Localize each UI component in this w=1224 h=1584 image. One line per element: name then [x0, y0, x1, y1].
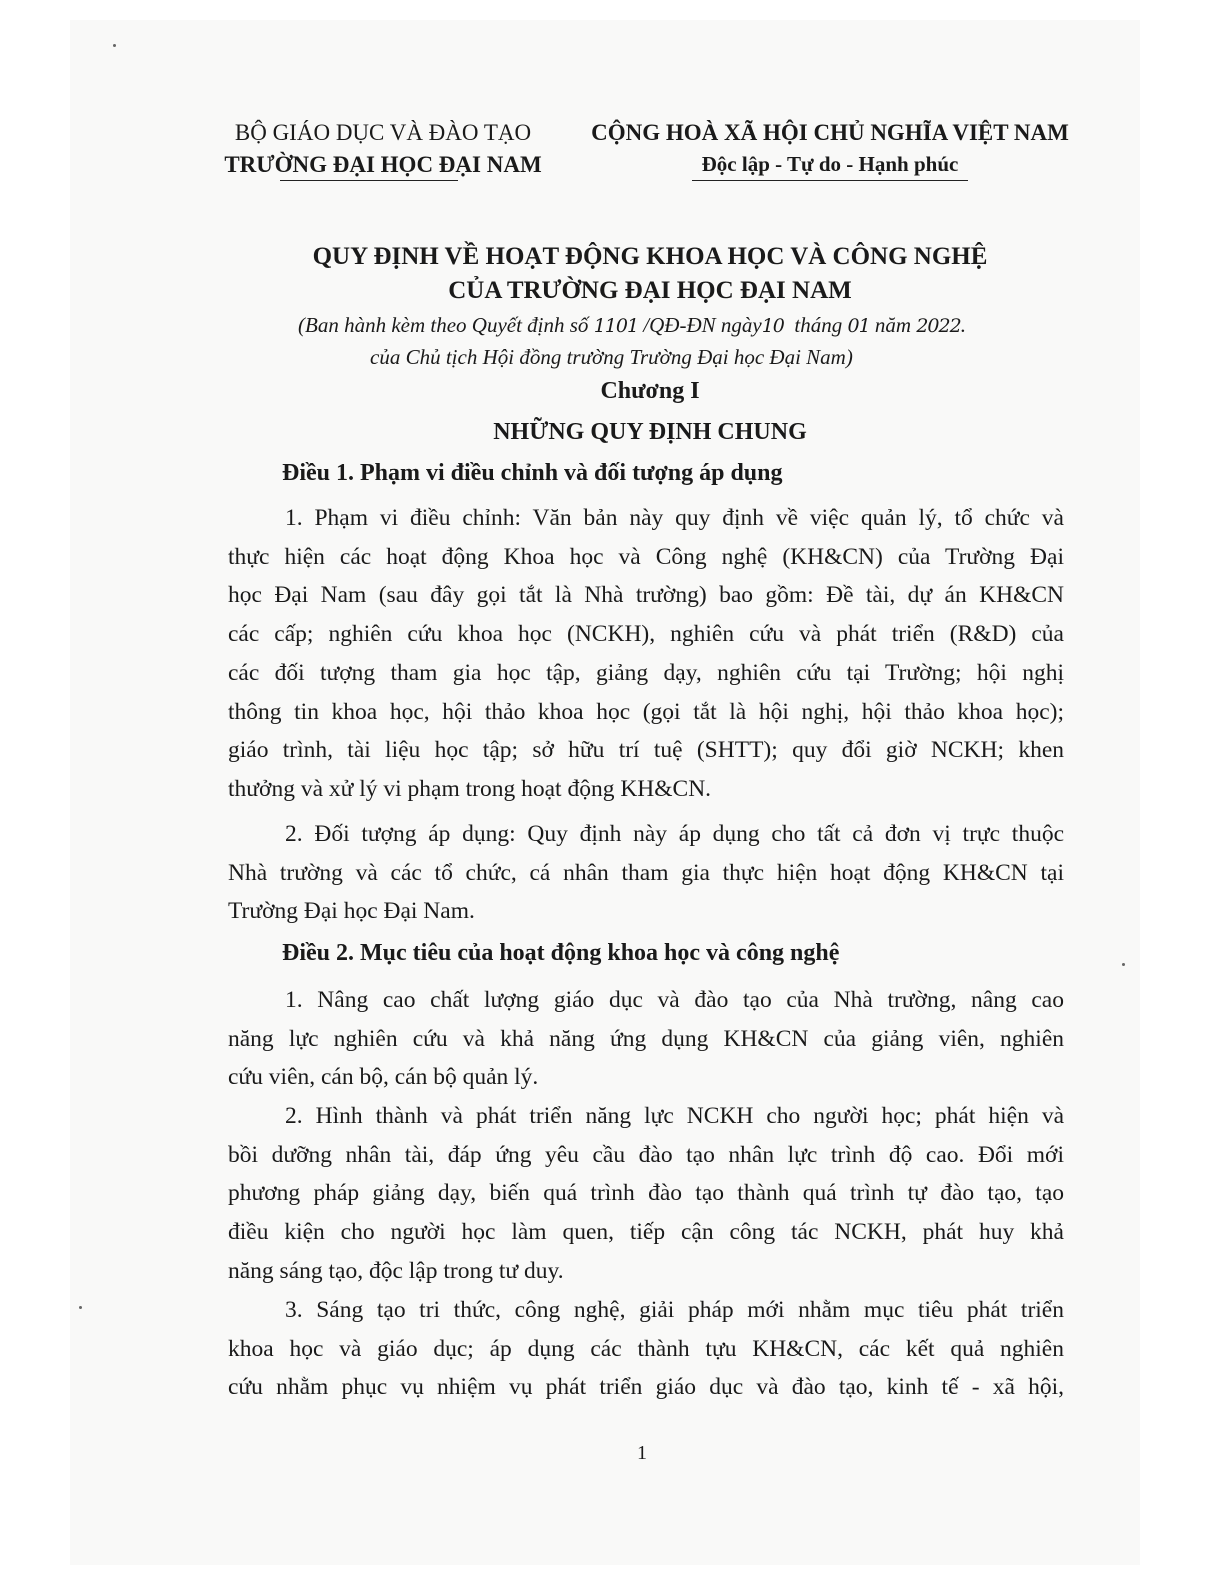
issuance-suffix: . — [960, 313, 966, 337]
text-line: 1. Phạm vi điều chỉnh: Văn bản này quy định về việc quản lý, tổ chức và — [285, 505, 1064, 531]
article-2-paragraph-1 — [228, 981, 1064, 1097]
chapter-label: Chương I — [600, 378, 700, 404]
text-line: thực hiện các hoạt động Khoa học và Công nghệ (KH&CN) của Trường Đại — [228, 543, 1064, 570]
scan-speck — [79, 1306, 82, 1309]
ministry-name: BỘ GIÁO DỤC VÀ ĐÀO TẠO — [234, 120, 532, 145]
text-line: giáo trình, tài liệu học tập; sở hữu trí tuệ (SHTT); quy đổi giờ NCKH; khen — [228, 737, 1064, 764]
text-line: thưởng và xử lý vi phạm trong hoạt động KH&CN. — [228, 775, 712, 802]
text-line: thông tin khoa học, hội thảo khoa học (gọi tắt là hội nghị, hội thảo khoa học); — [228, 698, 1064, 725]
article-2-heading: Điều 2. Mục tiêu của hoạt động khoa học và công nghệ — [282, 940, 840, 966]
text-line: năng lực nghiên cứu và khả năng ứng dụng KH&CN của giảng viên, nghiên — [228, 1025, 1064, 1052]
motto-underline — [692, 180, 968, 181]
article-1-paragraph-2 — [228, 815, 1064, 931]
scan-speck — [1122, 963, 1125, 966]
text-line: 3. Sáng tạo tri thức, công nghệ, giải pháp mới nhằm mục tiêu phát triển — [285, 1297, 1064, 1323]
article-2-paragraph-3 — [228, 1291, 1064, 1407]
issuer-note: của Chủ tịch Hội đồng trường Trường Đại học Đại Nam) — [370, 345, 853, 369]
text-line: 2. Hình thành và phát triển năng lực NCKH cho người học; phát hiện và — [285, 1103, 1064, 1129]
text-line: phương pháp giảng dạy, biến quá trình đào tạo thành quá trình tự đào tạo, tạo — [228, 1180, 1064, 1207]
issuance-note — [298, 313, 966, 338]
national-motto: Độc lập - Tự do - Hạnh phúc — [701, 152, 959, 176]
article-2-paragraph-2 — [228, 1097, 1064, 1291]
text-line: điều kiện cho người học làm quen, tiếp cận công tác NCKH, phát huy khả — [228, 1219, 1064, 1246]
page-number: 1 — [637, 1442, 647, 1464]
chapter-name: NHỮNG QUY ĐỊNH CHUNG — [493, 419, 807, 445]
article-1-paragraph-1 — [228, 499, 1064, 809]
day-handwritten: 10 — [761, 315, 784, 337]
text-line: 1. Nâng cao chất lượng giáo dục và đào tạo của Nhà trường, nâng cao — [285, 987, 1064, 1013]
text-line: năng sáng tạo, độc lập trong tư duy. — [228, 1257, 564, 1284]
document-title-line2: CỦA TRƯỜNG ĐẠI HỌC ĐẠI NAM — [448, 277, 852, 304]
text-line: các đối tượng tham gia học tập, giảng dạy, nghiên cứu tại Trường; hội nghị — [228, 659, 1064, 686]
text-line: các cấp; nghiên cứu khoa học (NCKH), nghiên cứu và phát triển (R&D) của — [228, 621, 1064, 648]
text-line: cứu nhằm phục vụ nhiệm vụ phát triển giáo dục và đào tạo, kinh tế - xã hội, — [228, 1374, 1064, 1401]
text-line: Nhà trường và các tổ chức, cá nhân tham gia thực hiện hoạt động KH&CN tại — [228, 859, 1064, 886]
text-line: 2. Đối tượng áp dụng: Quy định này áp dụng cho tất cả đơn vị trực thuộc — [285, 821, 1064, 847]
year-handwritten: 2022 — [916, 315, 961, 337]
month-handwritten: 01 — [847, 315, 870, 337]
issuance-code: /QĐ-ĐN ngày — [643, 313, 762, 337]
issuance-prefix: (Ban hành kèm theo Quyết định số — [298, 313, 589, 337]
month-label: tháng — [794, 313, 843, 337]
article-1-heading: Điều 1. Phạm vi điều chỉnh và đối tượng áp dụng — [282, 460, 783, 486]
university-name: TRƯỜNG ĐẠI HỌC ĐẠI NAM — [224, 152, 542, 177]
text-line: học Đại Nam (sau đây gọi tắt là Nhà trường) bao gồm: Đề tài, dự án KH&CN — [228, 582, 1064, 609]
text-line: bồi dưỡng nhân tài, đáp ứng yêu cầu đào tạo nhân lực trình độ cao. Đổi mới — [228, 1141, 1064, 1168]
year-label: năm — [874, 313, 912, 337]
text-line: Trường Đại học Đại Nam. — [228, 898, 475, 925]
university-underline — [280, 180, 458, 181]
document-title-line1: QUY ĐỊNH VỀ HOẠT ĐỘNG KHOA HỌC VÀ CÔNG NGHỆ — [312, 243, 988, 270]
decision-number-handwritten: 1101 — [593, 315, 639, 337]
country-name: CỘNG HOÀ XÃ HỘI CHỦ NGHĨA VIỆT NAM — [591, 120, 1069, 145]
scan-speck — [113, 44, 116, 47]
text-line: cứu viên, cán bộ, cán bộ quản lý. — [228, 1064, 539, 1091]
text-line: khoa học và giáo dục; áp dụng các thành tựu KH&CN, các kết quả nghiên — [228, 1335, 1064, 1362]
